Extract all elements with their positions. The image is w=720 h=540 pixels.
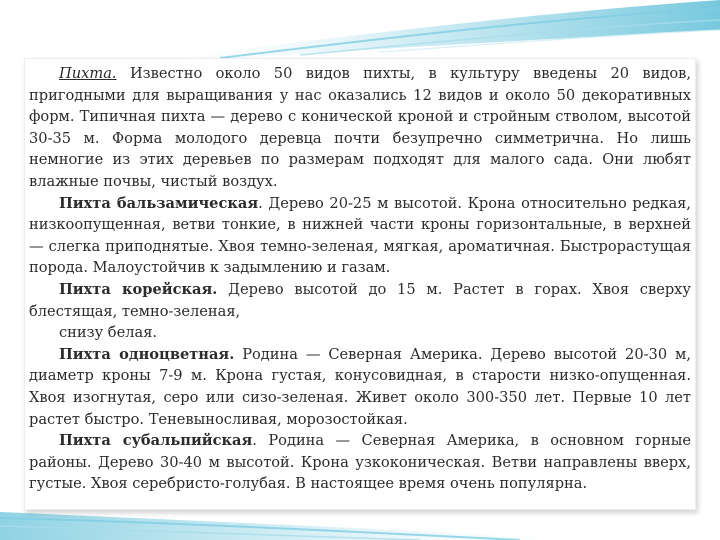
paragraph-intro-body: Известно около 50 видов пихты, в культуру введены 20 видов, пригодными для выращивания у нас оказались 12 видов и около 50 декоративных форм. Типичная пихта — дерево с конической кроной и стройным стволом, высотой 30-35 м. Форма молодого деревца почти безупречно симметрична. Но лишь немногие из этих деревьев по размерам подходят для малого сада. Они любят влажные почвы, чистый воздух. — [29, 65, 691, 190]
paragraph-subalpine-fir — [29, 430, 691, 495]
lead-plain-concolor: Пихта — [59, 345, 120, 363]
lead-term-balsam: бальзамическая — [116, 194, 259, 212]
top-swoosh-band — [140, 0, 720, 64]
paragraph-concolor-body: Родина — Северная Америка. Дерево высотой 20-30 м, диаметр кроны 7-9 м. Крона густая, конусовидная, в старости низко-опущенная. Хвоя изогнутая, серо или сизо-зеленая. Живет около 300-350 лет. Первые 10 лет растет быстро. Теневыносливая, морозостойкая. — [29, 345, 691, 428]
paragraph-korean-body: Дерево высотой до 15 м. Растет в горах. Хвоя сверху блестящая, темно-зеленая, — [29, 280, 691, 320]
paragraph-korean-fir — [29, 279, 691, 322]
lead-plain-balsam: Пихта — [59, 194, 117, 212]
paragraph-balsam-fir — [29, 193, 691, 279]
lead-plain-subalpine: Пихта — [59, 432, 123, 450]
lead-term-korean: корейская. — [122, 280, 218, 298]
paragraph-intro — [29, 63, 691, 193]
lead-term-concolor: одноцветная. — [119, 345, 235, 363]
lead-plain-korean: Пихта — [59, 280, 123, 298]
lead-term-subalpine: субальпийская — [122, 432, 253, 450]
paragraph-subalpine-body: . Родина — Северная Америка, в основном горные районы. Дерево 30-40 м высотой. Крона узкоконическая. Ветви направлены вверх, густые. Хвоя серебристо-голубая. В настоящее время очень популярна. — [29, 432, 691, 493]
content-text-box — [24, 58, 696, 510]
lead-term-fir: Пихта. — [59, 65, 117, 82]
paragraph-concolor-fir — [29, 344, 691, 430]
paragraph-balsam-body: . Дерево 20-25 м высотой. Крона относительно редкая, низкоопущенная, ветви тонкие, в нижней части кроны горизонтальные, в верхней — слегка приподнятые. Хвоя темно-зеленая, мягкая, ароматичная. Быстрорастущая порода. Малоустойчив к задымлению и газам. — [29, 194, 691, 277]
paragraph-korean-continuation: снизу белая. — [59, 324, 158, 342]
